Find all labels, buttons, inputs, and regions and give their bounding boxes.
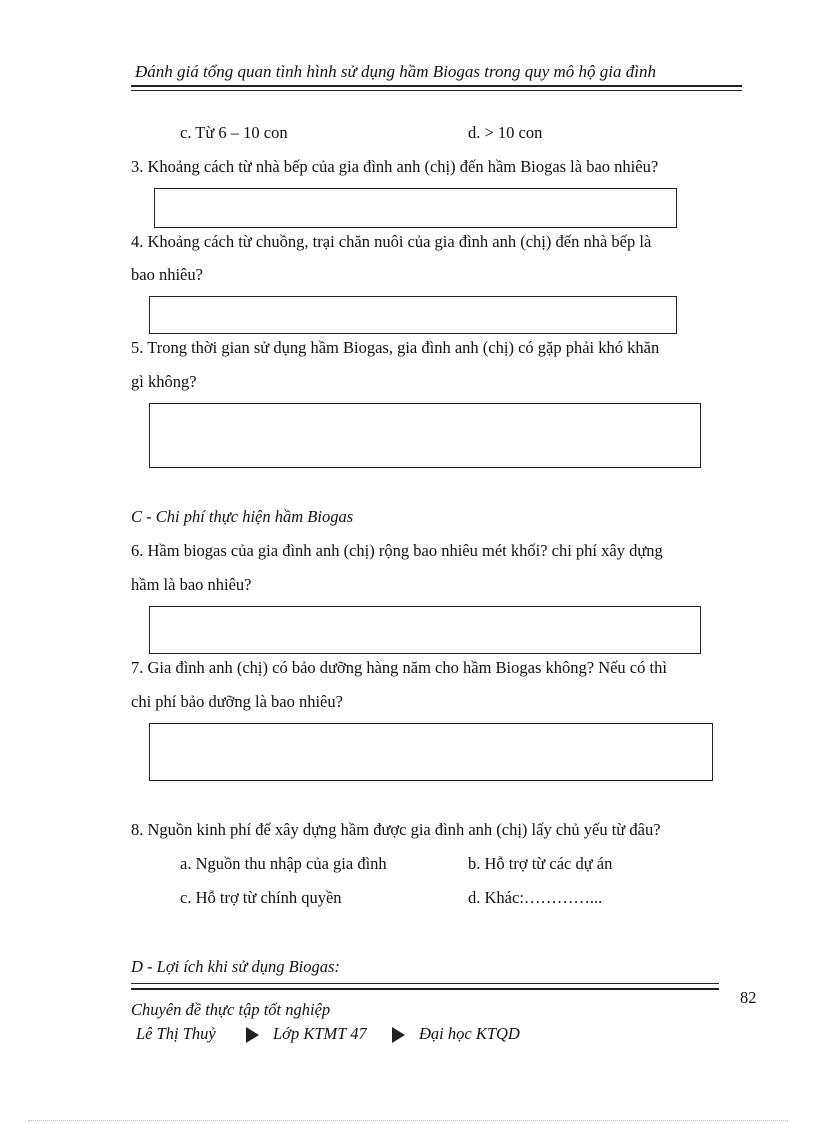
header-rule-bottom	[131, 90, 742, 91]
question-6-line1: 6. Hầm biogas của gia đình anh (chị) rộng bao nhiêu mét khối? chi phí xây dựng	[131, 541, 663, 560]
answer-box-q7[interactable]	[149, 723, 713, 781]
q2-option-c: c. Từ 6 – 10 con	[180, 123, 288, 142]
footer-school: Đại học KTQD	[419, 1024, 520, 1043]
q8-option-a: a. Nguồn thu nhập của gia đình	[180, 854, 387, 873]
section-c-heading: C - Chi phí thực hiện hầm Biogas	[131, 507, 354, 526]
question-6-line2: hầm là bao nhiêu?	[131, 575, 252, 594]
answer-box-q6[interactable]	[149, 606, 701, 654]
answer-box-q4[interactable]	[149, 296, 677, 334]
footer-title: Chuyên đề thực tập tốt nghiệp	[131, 1000, 331, 1019]
footer-rule-bottom	[131, 988, 719, 990]
question-4-line1: 4. Khoảng cách từ chuồng, trại chăn nuôi của gia đình anh (chị) đến nhà bếp là	[131, 232, 652, 251]
page-number: 82	[740, 988, 757, 1007]
q2-option-d: d. > 10 con	[468, 123, 543, 142]
question-5-line2: gì không?	[131, 372, 197, 391]
question-4-line2: bao nhiêu?	[131, 265, 203, 284]
q8-option-c: c. Hỗ trợ từ chính quyền	[180, 888, 342, 907]
question-7-line2: chi phí bảo dưỡng là bao nhiêu?	[131, 692, 343, 711]
question-7-line1: 7. Gia đình anh (chị) có bảo dưỡng hàng năm cho hầm Biogas không? Nếu có thì	[131, 658, 667, 677]
q8-option-b: b. Hỗ trợ từ các dự án	[468, 854, 613, 873]
answer-box-q5[interactable]	[149, 403, 701, 468]
question-5-line1: 5. Trong thời gian sử dụng hầm Biogas, gia đình anh (chị) có gặp phải khó khăn	[131, 338, 660, 357]
answer-box-q3[interactable]	[154, 188, 677, 228]
header-rule-top	[131, 85, 742, 87]
question-3: 3. Khoảng cách từ nhà bếp của gia đình anh (chị) đến hầm Biogas là bao nhiêu?	[131, 157, 659, 176]
chevron-right-icon	[246, 1027, 259, 1043]
question-8: 8. Nguồn kinh phí để xây dựng hầm được gia đình anh (chị) lấy chủ yếu từ đâu?	[131, 820, 661, 839]
footer-rule-top	[131, 983, 719, 984]
section-d-heading: D - Lợi ích khi sử dụng Biogas:	[131, 957, 340, 976]
page-edge-divider	[28, 1120, 788, 1121]
q8-option-d: d. Khác:…………...	[468, 888, 603, 907]
header-title: Đánh giá tổng quan tình hình sử dụng hầm Biogas trong quy mô hộ gia đình	[135, 62, 657, 81]
footer-author: Lê Thị Thuỷ	[136, 1024, 216, 1043]
footer-class: Lớp KTMT 47	[273, 1024, 367, 1043]
chevron-right-icon	[392, 1027, 405, 1043]
